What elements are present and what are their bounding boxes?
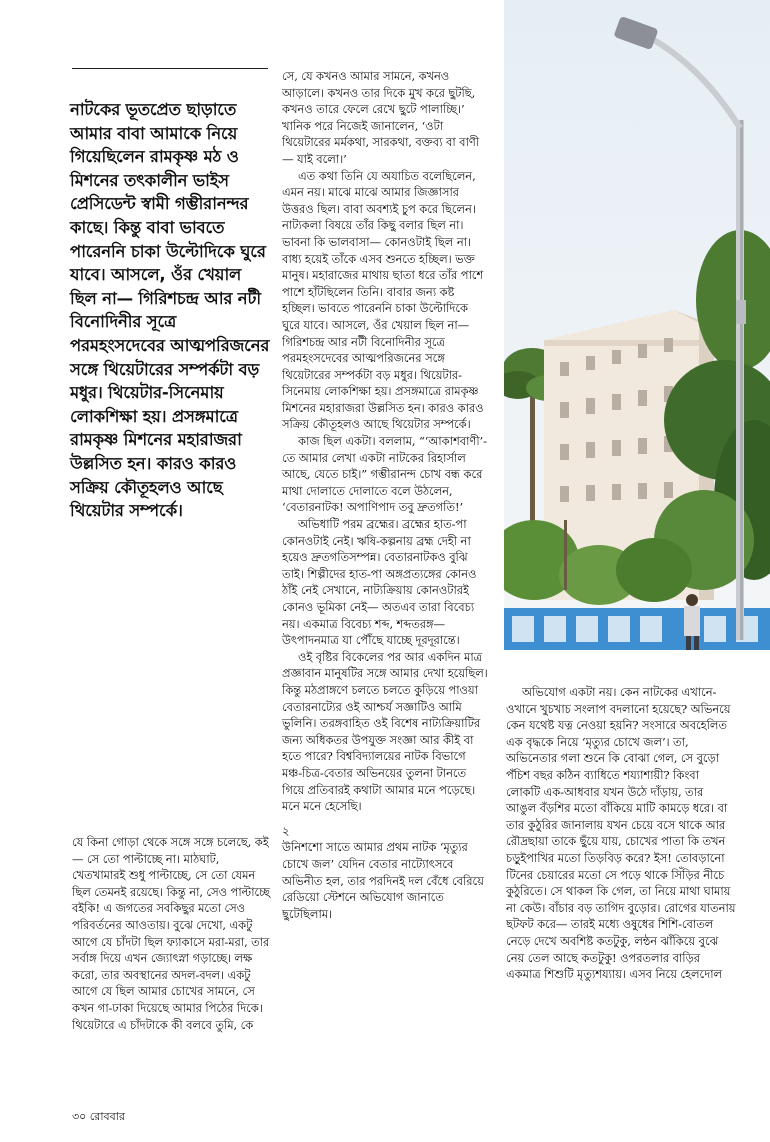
page-folio: ৩০ রোববার [72,1110,125,1123]
paragraph: যে কিনা গোড়া থেকে সঙ্গে সঙ্গে চলেছে, কই— সে তো পাল্টাচ্ছে না। মাঠঘাট, খেতখামারই শুধু পাল্টাচ্ছে, সে তো যেমন ছিল তেমনই রয়েছে। কিন্তু না, সেও পাল্টাচ্ছে বইকি! এ জগতের সবকিছুর মতো সেও পরিবর্তনের আওতায়। বুঝে দেখো, একটু আগে যে চাঁদটা ছিল ফ্যাকাসে মরা-মরা, তার সর্বাঙ্গ দিয়ে এখন জ্যোৎস্না গড়াচ্ছে। লক্ষ করো, তার অবস্থানের অদল-বদল। একটু আগে যে ছিল আমার চোখের সামনে, সে কখন গা-ঢাকা দিয়েছে আমার পিঠের দিকে। থিয়েটারে এ চাঁদটাকে কী বলবে তুমি, কে [72,835,270,1032]
paragraph: এত কথা তিনি যে অযাচিত বলেছিলেন, এমন নয়। মাঝে মাঝে আমার জিজ্ঞাসার উত্তরও ছিল। বাবা অবশ্যই চুপ করে ছিলেন। নাট্যকলা বিষয়ে তাঁর কিছু বলার ছিল না। ভাবনা কি ভালবাসা— কোনওটাই ছিল না। বাধ্য হয়েই তাঁকে এসব শুনতে হচ্ছিল। ভক্ত মানুষ। মহারাজের মাথায় ছাতা ধরে তাঁর পাশে পাশে হাঁটছিলেন তিনি। বাবার জন্য কষ্ট হচ্ছিল। ভাবতে পারেননি চাকা উল্টোদিকে ঘুরে যাবে। আসলে, ওঁর খেয়াল ছিল না— গিরিশচন্দ্র আর নটী বিনোদিনীর সূত্রে পরমহংসদেবের আত্মপরিজনের সঙ্গে থিয়েটারের সম্পর্কটা বড় মধুর। থিয়েটার-সিনেমায় লোকশিক্ষা হয়। প্রসঙ্গমাত্রে রামকৃষ্ণ মিশনের মহারাজরা উল্লসিত হন। কারও কারও সক্রিয় কৌতূহলও আছে থিয়েটার সম্পর্কে। [282,168,484,432]
pull-quote-rule [72,68,268,69]
pull-quote: নাটকের ভূতপ্রেত ছাড়াতে আমার বাবা আমাকে নিয়ে গিয়েছিলেন রামকৃষ্ণ মঠ ও মিশনের তৎকালীন ভাইস প্রেসিডেন্ট স্বামী গম্ভীরানন্দর কাছে। কিন্তু বাবা ভাবতে পারেননি চাকা উল্টোদিকে ঘুরে যাবে। আসলে, ওঁর খেয়াল ছিল না— গিরিশচন্দ্র আর নটী বিনোদিনীর সূত্রে পরমহংসদেবের আত্মপরিজনের সঙ্গে থিয়েটারের সম্পর্কটা বড় মধুর। থিয়েটার-সিনেমায় লোকশিক্ষা হয়। প্রসঙ্গমাত্রে রামকৃষ্ণ মিশনের মহারাজরা উল্লসিত হন। কারও কারও সক্রিয় কৌতূহলও আছে থিয়েটার সম্পর্কে। [70,100,270,521]
paragraph: অভিধাটি পরম ব্রহ্মের। ব্রহ্মের হাত-পা কোনওটাই নেই। ঋষি-কল্পনায় ব্রহ্ম দেহী না হয়েও দ্রুতগতিসম্পন্ন। বেতারনাটকও বুঝি তাই। শিল্পীদের হাত-পা অঙ্গপ্রত্যঙ্গের কোনও ঠাঁই নেই সেখানে, নাট্যক্রিয়ায় কোনওটারই কোনও ভূমিকা নেই— অতএব তারা বিবেচ্য নয়। একমাত্র বিবেচ্য শব্দ, শব্দতরঙ্গ— উৎপাদনমাত্র যা পৌঁছে যাচ্ছে দূরদূরান্তে। [282,517,477,648]
paragraph: সে, যে কখনও আমার সামনে, কখনও আড়ালে। কখনও তার দিকে মুখ করে ছুটছি, কখনও তারে ফেলে রেখে ছুটে পালাচ্ছি।’ খানিক পরে নিজেই জানালেন, ‘ওটা থিয়েটারের মর্মকথা, সারকথা, বক্তব্য বা বাণী— যাই বলো।’ [282,69,480,166]
article-column-left-bottom [72,834,272,1033]
section-number: ২ [282,823,290,838]
paragraph: ওই বৃষ্টির বিকেলের পর আর একদিন মাত্র প্রজ্ঞাবান মানুষটির সঙ্গে আমার দেখা হয়েছিল। কিন্তু মঠপ্রাঙ্গণে চলতে চলতে কুড়িয়ে পাওয়া বেতারনাট্যের ওই আশ্চর্য সজ্ঞাটিও আমি ভুলিনি। তরঙ্গবাহিত ওই বিশেষ নাট্যক্রিয়াটির জন্য অধিকতর উপযুক্ত সংজ্ঞা আর কীই বা হতে পারে? বিশ্ববিদ্যালয়ের নাটক বিভাগে মঞ্চ-চিত্র-বেতার অভিনয়ের তুলনা টানতে গিয়ে প্রতিবারই কথাটা আমার মনে পড়েছে। মনে মনে হেসেছি। [282,649,488,814]
paragraph: উনিশশো সাতে আমার প্রথম নাটক ‘মৃত্যুর চোখে জল’ যেদিন বেতার নাট্যোৎসবে অভিনীত হল, তার পরদিনই দল বেঁধে বেরিয়ে রেডিয়ো স্টেশনে অভিযোগ জানাতে ছুটেছিলাম। [282,840,484,921]
article-column-middle [282,68,488,922]
paragraph: কাজ ছিল একটা। বললাম, “‘আকাশবাণী’-তে আমার লেখা একটা নাটকের রিহার্সাল আছে, যেতে চাই।” গম্ভীরানন্দ চোখ বন্ধ করে মাথা দোলাতে দোলাতে বলে উঠলেন, ‘বেতারনাটক! অপাণিপাদ তবু দ্রুতগতি!’ [282,434,487,515]
article-column-right-bottom [506,684,736,983]
paragraph: অভিযোগ একটা নয়। কেন নাটকের এখানে-ওখানে খুচখাচ সংলাপ বদলানো হয়েছে? অভিনয়ে কেন যথেষ্ট যত্ন নেওয়া হয়নি? সংসারে অবহেলিত এক বৃদ্ধকে নিয়ে ‘মৃত্যুর চোখে জল’। তা, অভিনেতার গলা শুনে কি বোঝা গেল, সে বুড়ো পঁচিশ বছর কঠিন ব্যাধিতে শয্যাশায়ী? কিংবা লোকটি এক-আধবার যখন উঠে দাঁড়ায়, তার আঙুল বঁড়শির মতো বাঁকিয়ে মাটি কামড়ে ধরে। বা তার কুঠুরির জানালায় যখন চেয়ে বসে থাকে আর রৌদ্রছায়া তাকে ছুঁয়ে যায়, চোখের পাতা কি তখন চড়ুইপাখির মতো তিড়বিড় করে? ইস! তোবড়ানো টিনের চেয়ারের মতো সে পড়ে থাকে সিঁড়ির নীচে কুঠুরিতে। সে থাকল কি গেল, তা নিয়ে মাথা ঘামায় না কেউ। বাঁচার বড় তাগিদ বুড়োর। রোগের যাতনায় ছটফট করে— তারই মধ্যে ওষুধের শিশি-বোতল নেড়ে দেখে অবশিষ্ট কতটুকু, লন্ঠন ঝাঁকিয়ে বুঝে নেয় তেল আছে কতটুকু! ওপরতলার বাড়ির একমাত্র শিশুটি মৃত্যুশয্যায়। এসব নিয়ে হেলদোল [506,685,736,982]
street-lamp-building-photo [504,0,770,650]
photo-illustration [504,0,770,650]
blue-lattice-wall [504,608,770,650]
